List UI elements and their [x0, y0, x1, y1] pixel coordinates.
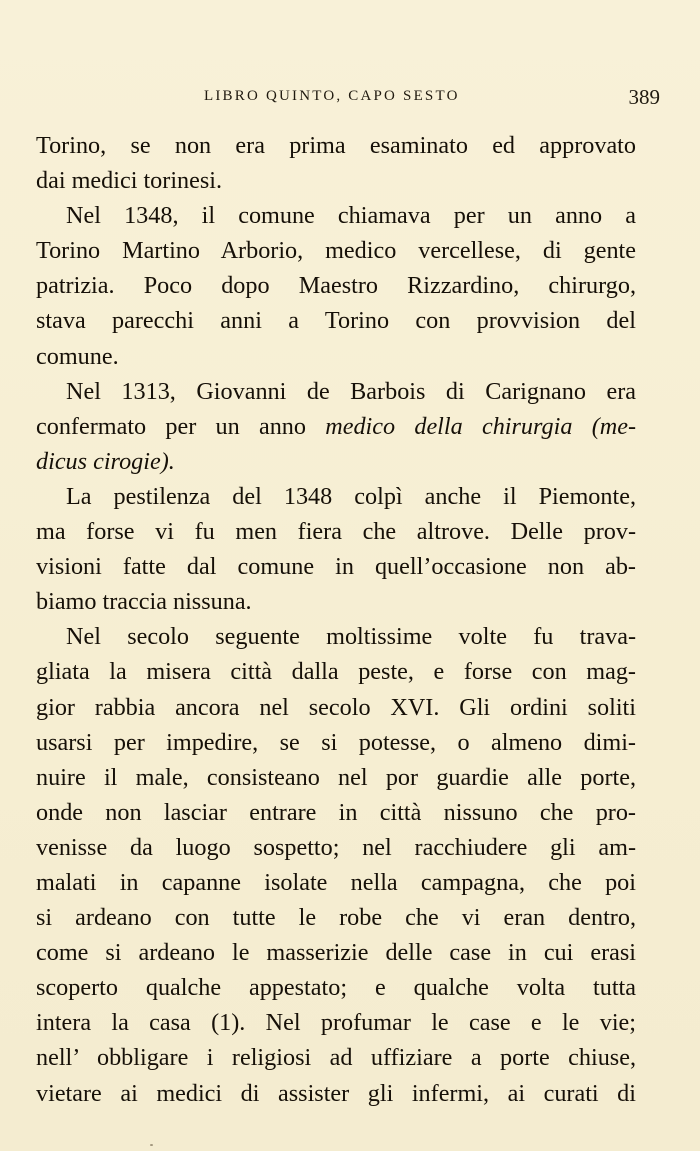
text-line: visioni fatte dal comune in quell’occasione non ab- — [36, 553, 636, 581]
italic-text: medico della chirurgia (me- — [325, 412, 637, 440]
running-title: LIBRO QUINTO, CAPO SESTO — [204, 88, 460, 104]
text-line: nuire il male, consisteano nel por guardie alle porte, — [36, 763, 636, 791]
text-line: venisse da luogo sospetto; nel racchiudere gli am- — [36, 833, 636, 861]
running-head — [0, 85, 700, 112]
text-line: dai medici torinesi. — [36, 167, 223, 195]
text-line: Nel secolo seguente moltissime volte fu trava- — [66, 623, 636, 651]
text-line: Nel 1348, il comune chiamava per un anno a — [66, 202, 636, 230]
text-line: usarsi per impedire, se si potesse, o almeno dimi- — [36, 728, 636, 756]
page-number: 389 — [628, 85, 660, 109]
italic-text: dicus cirogie). — [36, 447, 175, 475]
text-line: comune. — [36, 342, 119, 370]
text-line: intera la casa (1). Nel profumar le case e le vie; — [36, 1009, 636, 1037]
text-line-mixed — [36, 409, 636, 444]
text-line: stava parecchi anni a Torino con provvision del — [36, 307, 636, 335]
text-line: Torino Martino Arborio, medico vercellese, di gente — [36, 237, 636, 265]
text-line: patrizia. Poco dopo Maestro Rizzardino, chirurgo, — [36, 272, 636, 300]
text-line: vietare ai medici di assister gli infermi, ai curati di — [36, 1079, 636, 1107]
text-line: onde non lasciar entrare in città nissuno che pro- — [36, 798, 636, 826]
text-line: Nel 1313, Giovanni de Barbois di Carignano era — [66, 377, 636, 405]
text-line: come si ardeano le masserizie delle case in cui erasi — [36, 939, 636, 967]
text-line: gior rabbia ancora nel secolo XVI. Gli ordini soliti — [36, 693, 636, 721]
text-line: si ardeano con tutte le robe che vi eran dentro, — [36, 904, 636, 932]
text-line: La pestilenza del 1348 colpì anche il Piemonte, — [66, 482, 636, 510]
text-segment: confermato per un anno — [36, 412, 306, 440]
text-line: gliata la misera città dalla peste, e forse con mag- — [36, 658, 636, 686]
text-line: Torino, se non era prima esaminato ed approvato — [36, 132, 636, 159]
text-line: scoperto qualche appestato; e qualche volta tutta — [36, 974, 636, 1002]
text-line: biamo traccia nissuna. — [36, 588, 252, 616]
body-text — [36, 128, 636, 1111]
text-line: nell’ obbligare i religiosi ad uffiziare a porte chiuse, — [36, 1044, 636, 1072]
text-line: ma forse vi fu men fiera che altrove. Delle prov- — [36, 518, 636, 546]
paper-speck — [150, 1144, 153, 1146]
text-line: malati in capanne isolate nella campagna, che poi — [36, 868, 636, 896]
text-line — [36, 444, 636, 479]
